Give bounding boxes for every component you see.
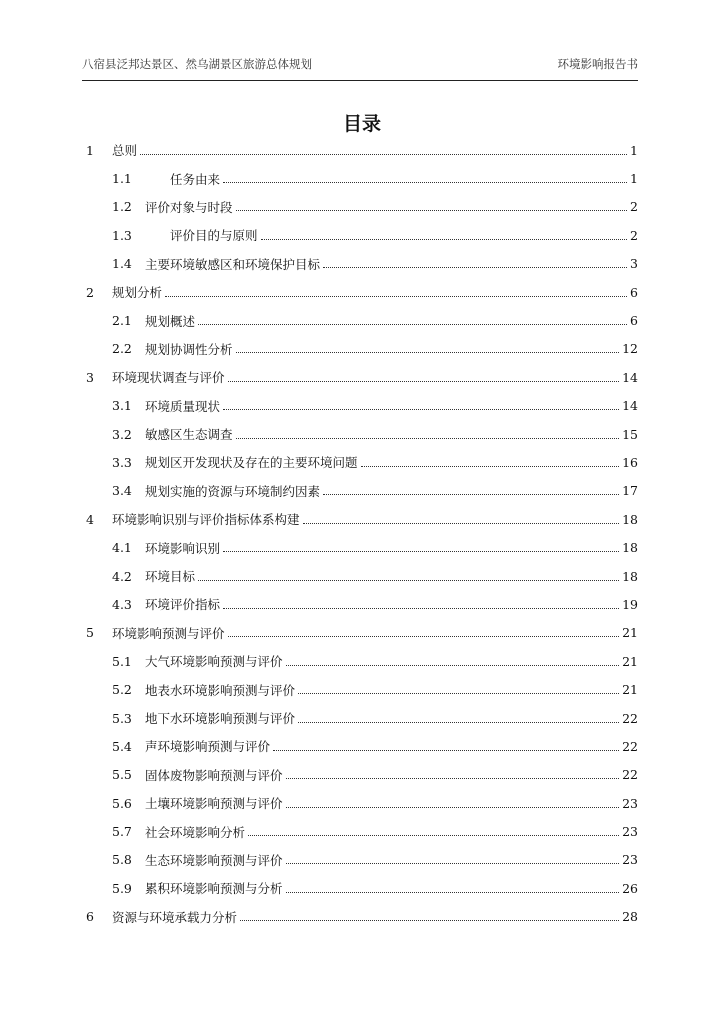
toc-entry-title: 规划协调性分析 [145, 341, 233, 357]
toc-entry[interactable] [82, 420, 638, 448]
toc-dot-leader [286, 807, 620, 808]
toc-entry-page: 23 [622, 824, 638, 840]
toc-entry-number: 5.9 [112, 880, 132, 896]
toc-entry-page: 22 [622, 710, 638, 726]
toc-entry-title: 评价目的与原则 [145, 228, 258, 244]
toc-dot-leader [286, 665, 620, 666]
toc-dot-leader [236, 352, 620, 353]
toc-dot-leader [198, 324, 627, 325]
toc-entry-page: 1 [630, 171, 638, 187]
toc-dot-leader [286, 863, 620, 864]
toc-entry-page: 15 [622, 426, 638, 442]
toc-entry[interactable] [82, 392, 638, 420]
toc-entry[interactable] [82, 704, 638, 732]
page-title: 目录 [342, 113, 381, 135]
toc-dot-leader [228, 636, 620, 637]
toc-entry[interactable] [82, 590, 638, 618]
toc-entry-title: 规划概述 [145, 313, 196, 329]
toc-entry[interactable] [82, 675, 638, 703]
toc-entry-title: 固体废物影响预测与评价 [145, 767, 283, 783]
toc-dot-leader [165, 296, 627, 297]
toc-dot-leader [273, 750, 619, 751]
toc-entry-title: 环境评价指标 [145, 597, 221, 613]
toc-dot-leader [323, 267, 627, 268]
toc-entry-number: 5.6 [112, 795, 132, 811]
toc-entry-number: 5.1 [112, 653, 132, 669]
toc-entry[interactable] [82, 505, 638, 533]
toc-entry-title: 资源与环境承载力分析 [112, 909, 238, 925]
toc-entry-title: 地表水环境影响预测与评价 [145, 682, 296, 698]
toc-dot-leader [286, 778, 620, 779]
toc-entry[interactable] [82, 761, 638, 789]
toc-entry[interactable] [82, 846, 638, 874]
toc-entry-page: 2 [630, 227, 638, 243]
toc-entry-number: 5.5 [112, 767, 132, 783]
toc-entry-page: 21 [622, 653, 638, 669]
toc-entry[interactable] [82, 335, 638, 363]
toc-dot-leader [323, 494, 619, 495]
toc-entry-title: 累积环境影响预测与分析 [145, 881, 283, 897]
toc-entry-title: 地下水环境影响预测与评价 [145, 711, 296, 726]
toc-dot-leader [223, 608, 619, 609]
toc-entry[interactable] [82, 619, 638, 647]
toc-entry-title: 环境质量现状 [145, 398, 221, 414]
toc-entry-page: 22 [622, 767, 638, 783]
toc-dot-leader [240, 920, 619, 921]
toc-entry[interactable] [82, 278, 638, 306]
toc-entry-page: 21 [622, 682, 638, 698]
toc-entry[interactable] [82, 647, 638, 675]
toc-entry-page: 21 [622, 625, 638, 641]
toc-entry-page: 18 [622, 540, 638, 556]
toc-dot-leader [298, 693, 619, 694]
toc-entry-title: 规划实施的资源与环境制约因素 [145, 483, 321, 499]
toc-entry[interactable] [82, 874, 638, 902]
toc-entry[interactable] [82, 732, 638, 760]
toc-entry-title: 环境影响识别与评价指标体系构建 [112, 512, 300, 528]
toc-entry-number: 5.2 [112, 682, 132, 698]
toc-entry-number: 5.4 [112, 738, 132, 754]
toc-entry-title: 环境影响预测与评价 [112, 625, 225, 641]
toc-entry-title: 规划分析 [112, 285, 163, 301]
toc-entry-page: 17 [622, 483, 638, 499]
toc-entry-number: 3.4 [112, 483, 132, 499]
toc-dot-leader [286, 892, 620, 893]
toc-entry-title: 敏感区生态调查 [145, 427, 233, 443]
toc-entry-number: 3.2 [112, 426, 132, 442]
toc-entry-page: 6 [630, 313, 638, 329]
toc-entry-title: 社会环境影响分析 [145, 824, 246, 840]
toc-entry-title: 总则 [112, 143, 138, 159]
toc-entry-number: 3.3 [112, 454, 132, 470]
toc-entry-page: 18 [622, 511, 638, 527]
toc-entry-title: 环境影响识别 [145, 540, 221, 556]
toc-entry-number: 2.2 [112, 341, 132, 357]
toc-entry-number: 3 [86, 369, 94, 385]
toc-entry-page: 1 [630, 142, 638, 158]
toc-entry[interactable] [82, 533, 638, 561]
toc-entry[interactable] [82, 164, 638, 192]
toc-entry[interactable] [82, 448, 638, 476]
toc-entry-number: 5.8 [112, 852, 132, 868]
toc-entry-number: 4 [86, 511, 94, 527]
toc-dot-leader [223, 182, 627, 183]
toc-entry-page: 14 [622, 369, 638, 385]
toc-entry-number: 2.1 [112, 313, 132, 329]
table-of-contents [82, 136, 638, 931]
toc-entry-title: 声环境影响预测与评价 [145, 739, 271, 755]
toc-entry-title: 评价对象与时段 [145, 199, 233, 215]
toc-entry-number: 1 [86, 142, 94, 158]
header-left-text: 八宿县泛邦达景区、然乌湖景区旅游总体规划 [82, 57, 312, 71]
toc-entry-title: 环境现状调查与评价 [112, 370, 225, 386]
toc-entry-page: 22 [622, 738, 638, 754]
toc-entry-page: 6 [630, 284, 638, 300]
toc-dot-leader [223, 551, 619, 552]
toc-entry[interactable] [82, 193, 638, 221]
toc-entry[interactable] [82, 562, 638, 590]
toc-dot-leader [140, 154, 627, 155]
toc-entry-number: 2 [86, 284, 94, 300]
toc-dot-leader [298, 722, 619, 723]
toc-entry-title: 土壤环境影响预测与评价 [145, 796, 283, 812]
toc-dot-leader [236, 210, 628, 211]
toc-entry-title: 规划区开发现状及存在的主要环境问题 [145, 455, 358, 471]
toc-entry-number: 4.3 [112, 596, 132, 612]
toc-dot-leader [236, 438, 620, 439]
toc-entry[interactable] [82, 221, 638, 249]
toc-entry-page: 23 [622, 852, 638, 868]
toc-entry-number: 1.2 [112, 199, 132, 215]
header-right-text: 环境影响报告书 [557, 57, 638, 71]
toc-entry-title: 生态环境影响预测与评价 [145, 852, 283, 868]
toc-entry-number: 5.3 [112, 710, 132, 726]
toc-dot-leader [228, 381, 620, 382]
toc-entry[interactable] [82, 136, 638, 164]
toc-dot-leader [248, 835, 619, 836]
toc-entry[interactable] [82, 250, 638, 278]
toc-entry-number: 4.1 [112, 540, 132, 556]
toc-dot-leader [303, 523, 620, 524]
toc-entry[interactable] [82, 903, 638, 931]
toc-entry-number: 6 [86, 909, 94, 925]
toc-entry-number: 5 [86, 625, 94, 641]
toc-dot-leader [361, 466, 620, 467]
toc-entry-page: 14 [622, 398, 638, 414]
toc-entry-page: 19 [622, 596, 638, 612]
toc-entry[interactable] [82, 789, 638, 817]
toc-dot-leader [198, 580, 619, 581]
toc-entry-number: 3.1 [112, 398, 132, 414]
toc-entry-number: 4.2 [112, 568, 132, 584]
toc-entry-number: 5.7 [112, 824, 132, 840]
toc-entry-title: 大气环境影响预测与评价 [145, 654, 283, 670]
toc-entry-page: 2 [630, 199, 638, 215]
toc-entry[interactable] [82, 306, 638, 334]
page-header [82, 56, 638, 81]
toc-entry-page: 23 [622, 795, 638, 811]
toc-entry-page: 26 [622, 880, 638, 896]
toc-entry-page: 12 [622, 341, 638, 357]
toc-dot-leader [223, 409, 619, 410]
toc-dot-leader [261, 239, 628, 240]
toc-entry-title: 任务由来 [145, 171, 221, 187]
toc-entry-number: 1.3 [112, 227, 132, 243]
toc-entry[interactable] [82, 477, 638, 505]
toc-entry-title: 主要环境敏感区和环境保护目标 [145, 256, 321, 272]
toc-entry-page: 28 [622, 909, 638, 925]
toc-entry-title: 环境目标 [145, 569, 196, 585]
toc-entry-number: 1.4 [112, 256, 132, 272]
toc-entry-number: 1.1 [112, 171, 132, 187]
toc-entry-page: 3 [630, 256, 638, 272]
toc-entry-page: 18 [622, 568, 638, 584]
toc-entry-page: 16 [622, 454, 638, 470]
toc-entry[interactable] [82, 363, 638, 391]
toc-entry[interactable] [82, 817, 638, 845]
